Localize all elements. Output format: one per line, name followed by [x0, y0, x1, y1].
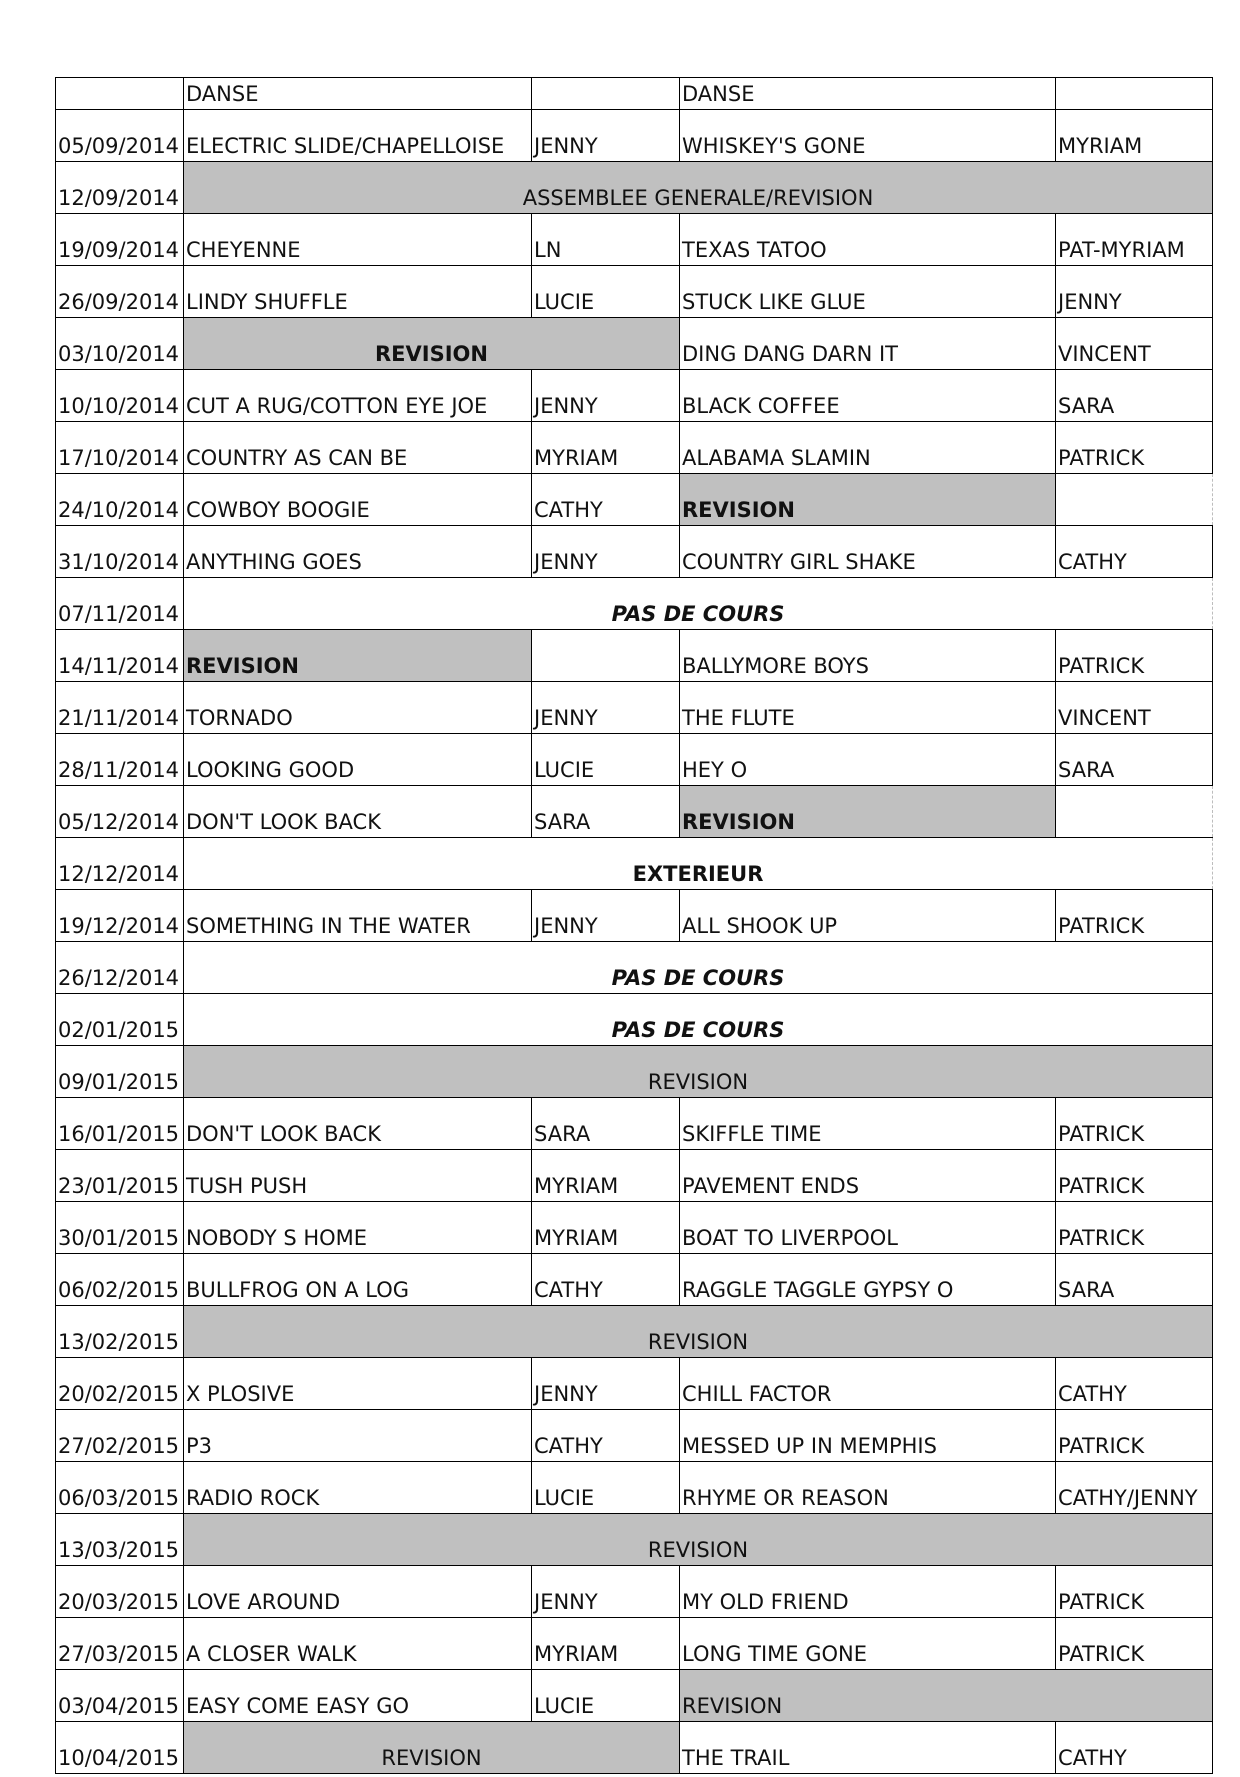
date-cell: 09/01/2015	[56, 1046, 184, 1098]
teacher2-cell: PATRICK	[1056, 422, 1213, 474]
date-cell: 12/09/2014	[56, 162, 184, 214]
date-cell: 20/03/2015	[56, 1566, 184, 1618]
dance1-cell: ANYTHING GOES	[184, 526, 532, 578]
date-cell: 05/09/2014	[56, 110, 184, 162]
teacher1-cell: CATHY	[532, 474, 680, 526]
revision-cell: REVISION	[184, 630, 532, 682]
teacher1-cell: JENNY	[532, 1358, 680, 1410]
dance1-cell: COWBOY BOOGIE	[184, 474, 532, 526]
table-row	[56, 994, 1213, 1046]
table-row	[56, 370, 1213, 422]
teacher1-cell: CATHY	[532, 1410, 680, 1462]
table-row	[56, 1306, 1213, 1358]
teacher2-cell: PATRICK	[1056, 890, 1213, 942]
table-row	[56, 734, 1213, 786]
teacher2-cell: VINCENT	[1056, 318, 1213, 370]
teacher2-cell: SARA	[1056, 1254, 1213, 1306]
table-row	[56, 630, 1213, 682]
teacher2-cell: MYRIAM	[1056, 110, 1213, 162]
teacher2-cell: PATRICK	[1056, 1410, 1213, 1462]
dance2-cell: LONG TIME GONE	[680, 1618, 1056, 1670]
table-row	[56, 1046, 1213, 1098]
table-row	[56, 1514, 1213, 1566]
revision-cell: REVISION	[680, 786, 1056, 838]
schedule-table	[55, 77, 1213, 1774]
teacher2-cell: CATHY	[1056, 1358, 1213, 1410]
span-note-cell: PAS DE COURS	[184, 994, 1213, 1046]
dance2-cell: BOAT TO LIVERPOOL	[680, 1202, 1056, 1254]
header-teacher1-cell	[532, 78, 680, 110]
dance2-cell: COUNTRY GIRL SHAKE	[680, 526, 1056, 578]
revision-cell: REVISION	[680, 474, 1056, 526]
dance2-cell: SKIFFLE TIME	[680, 1098, 1056, 1150]
table-row	[56, 838, 1213, 890]
teacher2-cell: PATRICK	[1056, 1202, 1213, 1254]
teacher2-cell: CATHY/JENNY	[1056, 1462, 1213, 1514]
table-row	[56, 1410, 1213, 1462]
empty-teacher2-cell	[1056, 474, 1213, 526]
teacher2-cell: SARA	[1056, 734, 1213, 786]
teacher2-cell: PATRICK	[1056, 1150, 1213, 1202]
revision-cell: REVISION	[680, 1670, 1213, 1722]
table-row	[56, 1150, 1213, 1202]
teacher1-cell: LUCIE	[532, 266, 680, 318]
span-note-cell: REVISION	[184, 1306, 1213, 1358]
date-cell: 03/04/2015	[56, 1670, 184, 1722]
dance2-cell: BALLYMORE BOYS	[680, 630, 1056, 682]
teacher2-cell: PATRICK	[1056, 1098, 1213, 1150]
span-note-cell: EXTERIEUR	[184, 838, 1213, 890]
dance2-cell: MY OLD FRIEND	[680, 1566, 1056, 1618]
table-row	[56, 942, 1213, 994]
dance1-cell: A CLOSER WALK	[184, 1618, 532, 1670]
dance1-cell: ELECTRIC SLIDE/CHAPELLOISE	[184, 110, 532, 162]
teacher1-cell: JENNY	[532, 370, 680, 422]
dance1-cell: LINDY SHUFFLE	[184, 266, 532, 318]
dance2-cell: HEY O	[680, 734, 1056, 786]
teacher1-cell: SARA	[532, 1098, 680, 1150]
teacher1-cell: MYRIAM	[532, 422, 680, 474]
span-note-cell: PAS DE COURS	[184, 578, 1213, 630]
date-cell: 19/12/2014	[56, 890, 184, 942]
revision-cell: REVISION	[184, 1722, 680, 1774]
dance2-cell: MESSED UP IN MEMPHIS	[680, 1410, 1056, 1462]
dance2-cell: STUCK LIKE GLUE	[680, 266, 1056, 318]
date-cell: 10/10/2014	[56, 370, 184, 422]
date-cell: 24/10/2014	[56, 474, 184, 526]
dance1-cell: LOOKING GOOD	[184, 734, 532, 786]
dance1-cell: EASY COME EASY GO	[184, 1670, 532, 1722]
teacher1-cell: JENNY	[532, 110, 680, 162]
table-row	[56, 474, 1213, 526]
teacher1-cell: MYRIAM	[532, 1618, 680, 1670]
dance2-cell: ALABAMA SLAMIN	[680, 422, 1056, 474]
dance2-cell: PAVEMENT ENDS	[680, 1150, 1056, 1202]
teacher1-cell: LUCIE	[532, 1670, 680, 1722]
date-cell: 10/04/2015	[56, 1722, 184, 1774]
date-cell: 20/02/2015	[56, 1358, 184, 1410]
teacher1-cell: CATHY	[532, 1254, 680, 1306]
teacher1-cell: MYRIAM	[532, 1202, 680, 1254]
teacher1-cell: JENNY	[532, 890, 680, 942]
table-row	[56, 526, 1213, 578]
teacher2-cell: CATHY	[1056, 526, 1213, 578]
table-row	[56, 1358, 1213, 1410]
table-row	[56, 1670, 1213, 1722]
table-row	[56, 162, 1213, 214]
teacher2-cell: PATRICK	[1056, 1618, 1213, 1670]
header-row	[56, 78, 1213, 110]
dance-schedule-sheet	[55, 77, 1212, 1777]
date-cell: 16/01/2015	[56, 1098, 184, 1150]
teacher1-cell: JENNY	[532, 1566, 680, 1618]
date-cell: 02/01/2015	[56, 994, 184, 1046]
teacher1-cell: MYRIAM	[532, 1150, 680, 1202]
table-row	[56, 422, 1213, 474]
dance1-cell: COUNTRY AS CAN BE	[184, 422, 532, 474]
teacher2-cell: PAT-MYRIAM	[1056, 214, 1213, 266]
dance2-cell: TEXAS TATOO	[680, 214, 1056, 266]
teacher2-cell: PATRICK	[1056, 1566, 1213, 1618]
table-row	[56, 1254, 1213, 1306]
table-row	[56, 578, 1213, 630]
date-cell: 26/09/2014	[56, 266, 184, 318]
header-date-cell	[56, 78, 184, 110]
date-cell: 26/12/2014	[56, 942, 184, 994]
table-row	[56, 1722, 1213, 1774]
teacher1-cell: JENNY	[532, 682, 680, 734]
date-cell: 17/10/2014	[56, 422, 184, 474]
dance1-cell: TUSH PUSH	[184, 1150, 532, 1202]
span-note-cell: ASSEMBLEE GENERALE/REVISION	[184, 162, 1213, 214]
span-note-cell: PAS DE COURS	[184, 942, 1213, 994]
date-cell: 21/11/2014	[56, 682, 184, 734]
teacher2-cell: SARA	[1056, 370, 1213, 422]
table-row	[56, 318, 1213, 370]
dance2-cell: RHYME OR REASON	[680, 1462, 1056, 1514]
dance1-cell: X PLOSIVE	[184, 1358, 532, 1410]
date-cell: 03/10/2014	[56, 318, 184, 370]
teacher2-cell: VINCENT	[1056, 682, 1213, 734]
dance2-cell: ALL SHOOK UP	[680, 890, 1056, 942]
table-row	[56, 1618, 1213, 1670]
dance2-cell: BLACK COFFEE	[680, 370, 1056, 422]
revision-cell: REVISION	[184, 318, 680, 370]
teacher1-cell: LUCIE	[532, 734, 680, 786]
date-cell: 28/11/2014	[56, 734, 184, 786]
dance2-cell: DING DANG DARN IT	[680, 318, 1056, 370]
empty-teacher2-cell	[1056, 786, 1213, 838]
dance1-cell: P3	[184, 1410, 532, 1462]
date-cell: 31/10/2014	[56, 526, 184, 578]
teacher1-cell: LN	[532, 214, 680, 266]
dance1-cell: DON'T LOOK BACK	[184, 1098, 532, 1150]
dance2-cell: RAGGLE TAGGLE GYPSY O	[680, 1254, 1056, 1306]
table-row	[56, 786, 1213, 838]
teacher2-cell: CATHY	[1056, 1722, 1213, 1774]
date-cell: 23/01/2015	[56, 1150, 184, 1202]
teacher1-cell: LUCIE	[532, 1462, 680, 1514]
table-row	[56, 214, 1213, 266]
date-cell: 27/02/2015	[56, 1410, 184, 1462]
dance1-cell: BULLFROG ON A LOG	[184, 1254, 532, 1306]
date-cell: 12/12/2014	[56, 838, 184, 890]
date-cell: 05/12/2014	[56, 786, 184, 838]
header-dance2: DANSE	[680, 78, 1056, 110]
span-note-cell: REVISION	[184, 1514, 1213, 1566]
date-cell: 06/02/2015	[56, 1254, 184, 1306]
dance1-cell: CUT A RUG/COTTON EYE JOE	[184, 370, 532, 422]
table-row	[56, 1566, 1213, 1618]
dance2-cell: WHISKEY'S GONE	[680, 110, 1056, 162]
dance1-cell: NOBODY S HOME	[184, 1202, 532, 1254]
dance2-cell: CHILL FACTOR	[680, 1358, 1056, 1410]
dance1-cell: LOVE AROUND	[184, 1566, 532, 1618]
dance1-cell: SOMETHING IN THE WATER	[184, 890, 532, 942]
teacher1-cell: JENNY	[532, 526, 680, 578]
teacher1-cell: SARA	[532, 786, 680, 838]
teacher2-cell: PATRICK	[1056, 630, 1213, 682]
table-row	[56, 682, 1213, 734]
table-row	[56, 1202, 1213, 1254]
date-cell: 13/03/2015	[56, 1514, 184, 1566]
dance2-cell: THE TRAIL	[680, 1722, 1056, 1774]
teacher1-cell	[532, 630, 680, 682]
dance1-cell: DON'T LOOK BACK	[184, 786, 532, 838]
date-cell: 06/03/2015	[56, 1462, 184, 1514]
table-row	[56, 890, 1213, 942]
table-row	[56, 1462, 1213, 1514]
dance1-cell: CHEYENNE	[184, 214, 532, 266]
date-cell: 30/01/2015	[56, 1202, 184, 1254]
date-cell: 14/11/2014	[56, 630, 184, 682]
table-row	[56, 266, 1213, 318]
date-cell: 27/03/2015	[56, 1618, 184, 1670]
date-cell: 07/11/2014	[56, 578, 184, 630]
dance1-cell: TORNADO	[184, 682, 532, 734]
date-cell: 19/09/2014	[56, 214, 184, 266]
span-note-cell: REVISION	[184, 1046, 1213, 1098]
dance1-cell: RADIO ROCK	[184, 1462, 532, 1514]
table-row	[56, 110, 1213, 162]
dance2-cell: THE FLUTE	[680, 682, 1056, 734]
header-dance1: DANSE	[184, 78, 532, 110]
date-cell: 13/02/2015	[56, 1306, 184, 1358]
header-teacher2-cell	[1056, 78, 1213, 110]
teacher2-cell: JENNY	[1056, 266, 1213, 318]
table-row	[56, 1098, 1213, 1150]
